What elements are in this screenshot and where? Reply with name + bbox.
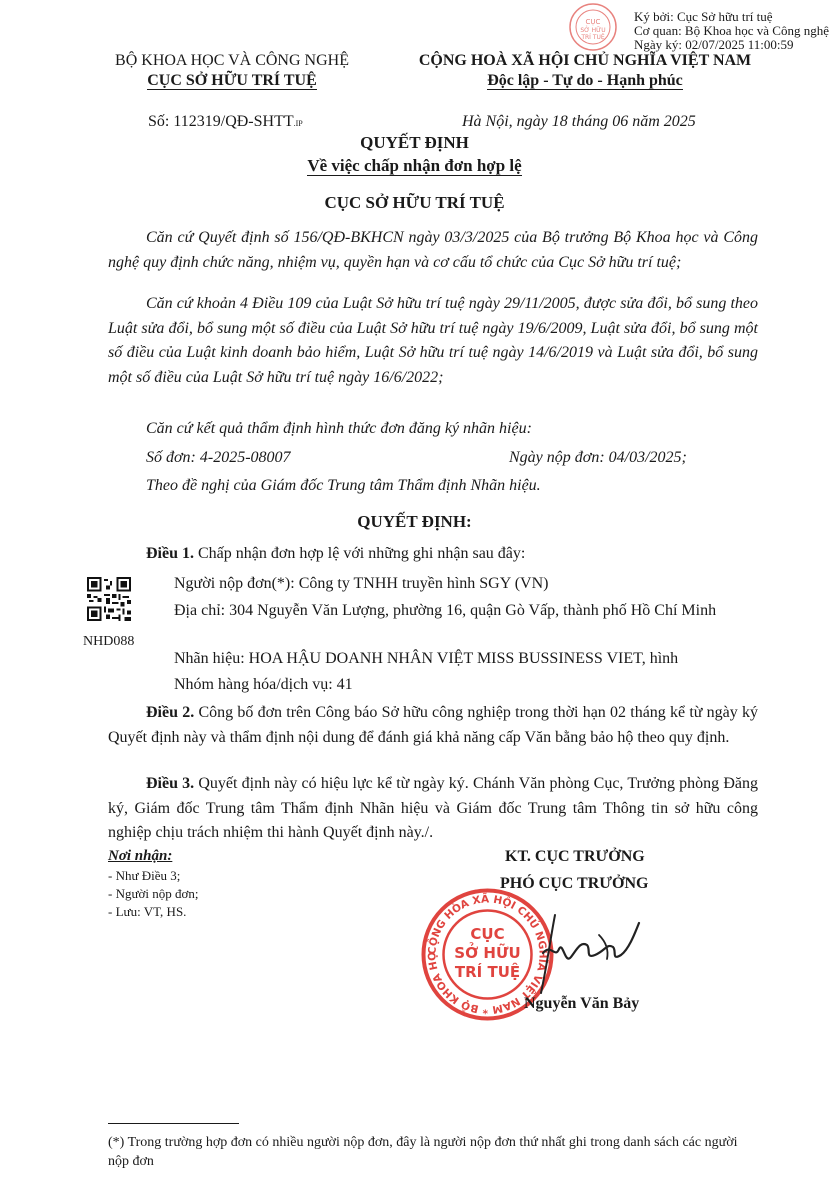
handwritten-signature <box>525 905 645 1000</box>
qr-code-icon <box>87 577 131 621</box>
trademark: Nhãn hiệu: HOA HẬU DOANH NHÂN VIỆT MISS BUSSINESS VIET, hình <box>174 650 679 667</box>
ministry-name: BỘ KHOA HỌC VÀ CÔNG NGHỆ <box>115 52 349 69</box>
digital-signature-info <box>634 10 829 52</box>
signatory-name: Nguyễn Văn Bảy <box>524 995 640 1012</box>
doc-title: QUYẾT ĐỊNH <box>360 133 469 152</box>
recipient-3: - Lưu: VT, HS. <box>108 904 187 919</box>
article-3: Điều 3. Quyết định này có hiệu lực kể từ ngày ký. Chánh Văn phòng Cục, Trưởng phòng Đăng ký, Giám đốc Trung tâm Thẩm định Nhãn hiệu và Giám đốc Trung tâm Thông tin sở hữu công nghiệp chịu trách nhiệm thi hành Quyết định này./. <box>108 775 759 841</box>
qr-code-label: NHD088 <box>83 634 135 649</box>
applicant-address: Địa chỉ: 304 Nguyễn Văn Lượng, phường 16, quận Gò Vấp, thành phố Hồ Chí Minh <box>174 602 717 619</box>
footnote-divider <box>108 1123 239 1124</box>
recipient-2: - Người nộp đơn; <box>108 886 199 901</box>
basis-paragraph-4: Theo đề nghị của Giám đốc Trung tâm Thẩm định Nhãn hiệu. <box>146 477 541 494</box>
svg-text:CỘNG HÒA XÃ HỘI CHỦ NGHĨA VIỆT: CỘNG HÒA XÃ HỘI CHỦ NGHĨA VIỆT NAM * BỘ KHOA HỌ <box>426 893 549 1016</box>
issuer-heading: CỤC SỞ HỮU TRÍ TUỆ <box>324 193 505 212</box>
basis-paragraph-3: Căn cứ kết quả thẩm định hình thức đơn đăng ký nhãn hiệu: <box>146 420 532 437</box>
sig-agency: Cơ quan: Bộ Khoa học và Công nghệ <box>634 23 829 38</box>
digital-seal-icon <box>568 2 618 52</box>
signatory-line-1: KT. CỤC TRƯỞNG <box>505 848 645 865</box>
application-number: Số đơn: 4-2025-08007 <box>146 449 291 466</box>
recipient-1: - Như Điều 3; <box>108 868 181 883</box>
place-date: Hà Nội, ngày 18 tháng 06 năm 2025 <box>462 113 696 130</box>
doc-subject: Về việc chấp nhận đơn hợp lệ <box>307 156 522 175</box>
filing-date: Ngày nộp đơn: 04/03/2025; <box>509 449 687 466</box>
applicant: Người nộp đơn(*): Công ty TNHH truyền hình SGY (VN) <box>174 575 549 592</box>
goods-services-class: Nhóm hàng hóa/dịch vụ: 41 <box>174 676 353 693</box>
header-right <box>385 51 785 91</box>
svg-text:TRÍ TUỆ: TRÍ TUỆ <box>454 963 521 981</box>
article-2: Điều 2. Công bố đơn trên Công báo Sở hữu công nghiệp trong thời hạn 02 tháng kể từ ngày ký Quyết định này và thẩm định nội dung để đánh giá khả năng cấp Văn bằng bảo hộ theo quy định. <box>108 704 759 746</box>
recipients-heading: Nơi nhận: <box>108 848 173 864</box>
svg-text:TRÍ TUỆ: TRÍ TUỆ <box>581 34 605 41</box>
country-name: CỘNG HOÀ XÃ HỘI CHỦ NGHĨA VIỆT NAM <box>418 52 752 69</box>
svg-text:SỞ HỮU: SỞ HỮU <box>580 27 606 34</box>
signatory-line-2: PHÓ CỤC TRƯỞNG <box>500 875 649 892</box>
basis-paragraph-2: Căn cứ khoản 4 Điều 109 của Luật Sở hữu trí tuệ ngày 29/11/2005, được sửa đổi, bổ sung theo Luật sửa đổi, bổ sung một số điều của Luật Sở hữu trí tuệ ngày 19/6/2009, Luật sửa đổi, bổ sung một số điều của Luật kinh doanh bảo hiểm, Luật Sở hữu trí tuệ ngày 14/6/2019 và Luật sửa đổi, bổ sung một số điều của Luật Sở hữu trí tuệ ngày 16/6/2022; <box>108 295 758 386</box>
doc-number: Số: 112319/QĐ-SHTT.IP <box>148 113 303 130</box>
article-1: Điều 1. Chấp nhận đơn hợp lệ với những ghi nhận sau đây: <box>146 545 526 562</box>
footnote: (*) Trong trường hợp đơn có nhiều người nộp đơn, đây là người nộp đơn thứ nhất ghi trong danh sách các người nộp đơn <box>108 1135 738 1169</box>
motto: Độc lập - Tự do - Hạnh phúc <box>487 72 683 89</box>
svg-text:SỞ HỮU: SỞ HỮU <box>454 944 521 962</box>
recipients <box>108 848 199 920</box>
svg-text:CỤC: CỤC <box>470 925 505 943</box>
sig-signed-by: Ký bởi: Cục Sở hữu trí tuệ <box>634 9 773 24</box>
sig-date: Ngày ký: 02/07/2025 11:00:59 <box>634 37 794 52</box>
header-left <box>112 51 352 91</box>
agency-name: CỤC SỞ HỮU TRÍ TUỆ <box>147 72 317 89</box>
basis-paragraph-1: Căn cứ Quyết định số 156/QĐ-BKHCN ngày 03/3/2025 của Bộ trưởng Bộ Khoa học và Công nghệ quy định chức năng, nhiệm vụ, quyền hạn và cơ cấu tổ chức của Cục Sở hữu trí tuệ; <box>108 229 758 271</box>
decision-heading: QUYẾT ĐỊNH: <box>357 512 472 531</box>
svg-text:CỤC: CỤC <box>585 18 601 26</box>
